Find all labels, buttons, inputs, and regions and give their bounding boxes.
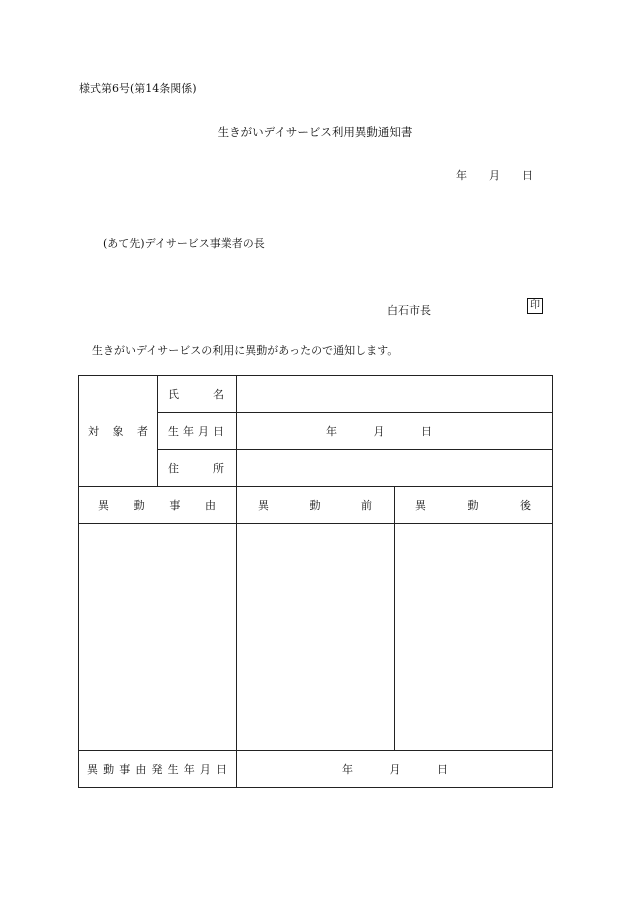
notification-table	[78, 375, 553, 788]
reason-field[interactable]	[79, 524, 236, 750]
birth-date-label: 生 年 月 日	[168, 424, 224, 438]
occurrence-date-field[interactable]: 年 月 日	[342, 762, 448, 776]
document-title: 生きがいデイサービス利用異動通知書	[217, 125, 413, 139]
name-label: 氏 名	[168, 387, 224, 401]
before-header: 異 動 前	[258, 498, 372, 512]
issue-date-day: 日	[522, 169, 533, 182]
notice-text: 生きがいデイサービスの利用に異動があったので通知します。	[92, 344, 399, 357]
form-number: 様式第6号(第14条関係)	[79, 82, 197, 95]
before-field[interactable]	[237, 524, 394, 750]
name-field[interactable]	[237, 376, 552, 412]
after-field[interactable]	[395, 524, 552, 750]
address-field[interactable]	[237, 450, 552, 486]
birth-date-field[interactable]: 年 月 日	[326, 424, 432, 438]
addressee: (あて先)デイサービス事業者の長	[103, 237, 265, 250]
seal-stamp: 印	[527, 298, 543, 314]
issue-date	[456, 167, 533, 183]
sender: 白石市長	[387, 304, 431, 317]
address-label: 住 所	[168, 461, 224, 475]
subject-label: 対 象 者	[88, 424, 148, 438]
after-header: 異 動 後	[415, 498, 531, 512]
reason-header: 異 動 事 由	[98, 498, 216, 512]
issue-date-year: 年	[456, 169, 467, 182]
occurrence-date-label: 異 動 事 由 発 生 年 月 日	[87, 762, 227, 776]
issue-date-month: 月	[489, 169, 500, 182]
